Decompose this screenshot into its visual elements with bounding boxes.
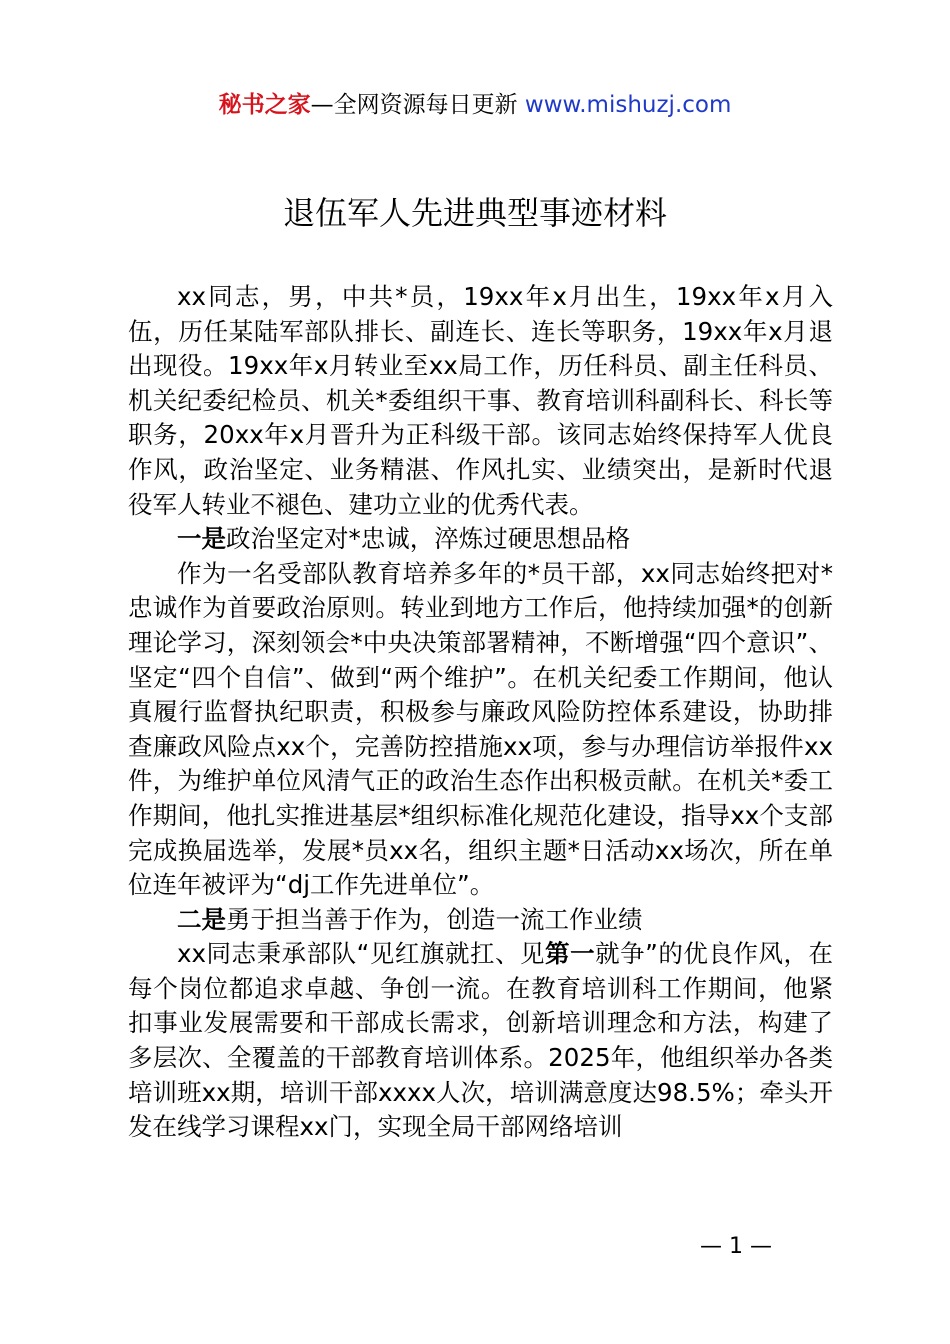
website-link[interactable]: www.mishuzj.com xyxy=(524,92,732,118)
performance-intro-bold: 第一 xyxy=(545,939,596,969)
section-heading-one xyxy=(128,522,833,557)
document-body xyxy=(128,280,833,1145)
section-lead-two: 二是 xyxy=(177,904,226,934)
header-tagline: —全网资源每日更新 xyxy=(310,92,525,118)
performance-intro-part2: 就争”的优良作风， xyxy=(595,939,809,969)
paragraph-performance xyxy=(128,937,833,1145)
header-banner xyxy=(0,88,950,122)
performance-body: 在每个岗位都追求卓越、争创一流。在教育培训科工作期间，他紧扣事业发展需要和干部成长需求，创新培训理念和方法，构建了多层次、全覆盖的干部教育培训体系。2025年，他组织举办各类培训班xx期，培训干部xxxx人次，培训满意度达98.5%；牵头开发在线学习课程xx门，实现全局干部网络培训 xyxy=(128,939,833,1142)
section-heading-two-text: 勇于担当善于作为，创造一流工作业绩 xyxy=(226,904,643,934)
section-lead-one: 一是 xyxy=(177,524,226,554)
section-heading-one-text: 政治坚定对*忠诚，淬炼过硬思想品格 xyxy=(226,524,631,554)
section-heading-two xyxy=(128,903,833,938)
page-number: — 1 — xyxy=(700,1234,772,1259)
paragraph-intro: xx同志，男，中共*员，19xx年x月出生，19xx年x月入伍，历任某陆军部队排长、副连长、连长等职务，19xx年x月退出现役。19xx年x月转业至xx局工作，历任科员、副主任科员、机关纪委纪检员、机关*委组织干事、教育培训科副科长、科长等职务，20xx年x月晋升为正科级干部。该同志始终保持军人优良作风，政治坚定、业务精湛、作风扎实、业绩突出，是新时代退役军人转业不褪色、建功立业的优秀代表。 xyxy=(128,282,833,519)
performance-intro-part1: xx同志秉承部队“见红旗就扛、见 xyxy=(177,939,546,969)
brand-name: 秘书之家 xyxy=(218,92,311,118)
paragraph-political: 作为一名受部队教育培养多年的*员干部，xx同志始终把对*忠诚作为首要政治原则。转业到地方工作后，他持续加强*的创新理论学习，深刻领会*中央决策部署精神，不断增强“四个意识”、坚定“四个自信”、做到“两个维护”。在机关纪委工作期间，他认真履行监督执纪职责，积极参与廉政风险防控体系建设，协助排查廉政风险点xx个，完善防控措施xx项，参与办理信访举报件xx件，为维护单位风清气正的政治生态作出积极贡献。在机关*委工作期间，他扎实推进基层*组织标准化规范化建设，指导xx个支部完成换届选举，发展*员xx名，组织主题*日活动xx场次，所在单位连年被评为“dj工作先进单位”。 xyxy=(128,558,833,900)
document-title: 退伍军人先进典型事迹材料 xyxy=(282,194,667,232)
